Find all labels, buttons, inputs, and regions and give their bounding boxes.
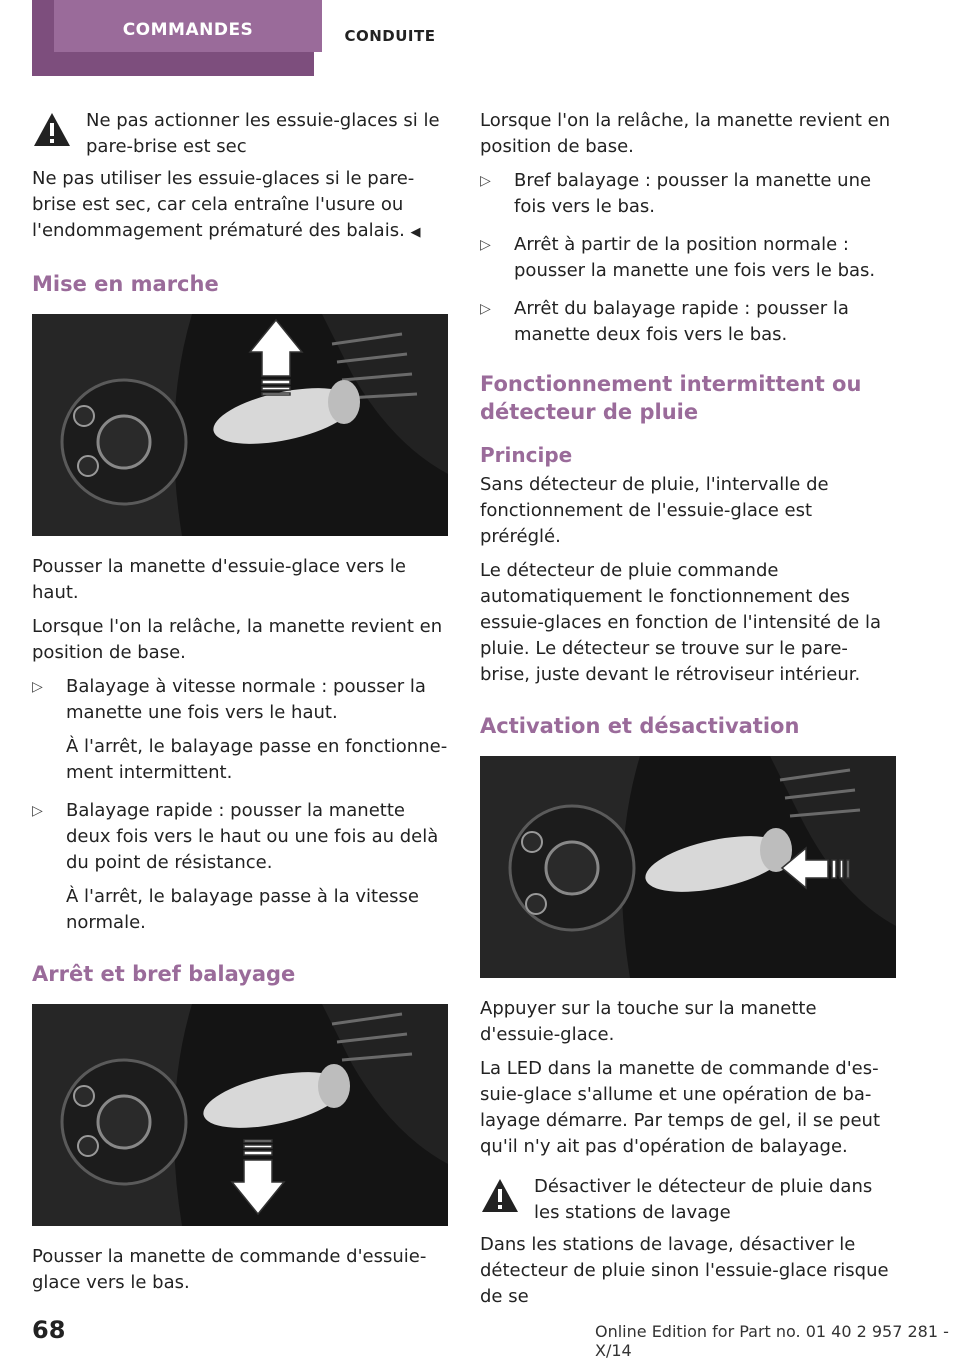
list-item-subtext: À l'arrêt, le balayage passe à la vitesse normale. [66, 886, 419, 933]
warning-block-2 [480, 1174, 896, 1226]
section-title-mise-en-marche: Mise en marche [32, 272, 219, 296]
warning-body-2: Dans les stations de lavage, désactiver le détecteur de pluie sinon l'essuie-glace risque de se [480, 1234, 889, 1307]
list-item-text: Arrêt du balayage rapide : pousser la manette deux fois vers le bas. [514, 298, 849, 345]
list-item-text: Balayage à vitesse normale : pousser la manette une fois vers le haut. [66, 676, 426, 723]
warning-title: Ne pas actionner les essuie-glaces si le pare-brise est sec [86, 110, 440, 157]
para-principe-1: Sans détecteur de pluie, l'intervalle de fonctionnement de l'essuie-glace est préréglé. [480, 474, 829, 547]
edition-footer: Online Edition for Part no. 01 40 2 957 281 - X/14 [595, 1322, 949, 1360]
para-push-down: Pousser la manette de commande d'essuie-glace vers le bas. [32, 1246, 427, 1293]
warning-body: Ne pas utiliser les essuie-glaces si le pare-brise est sec, car cela entraîne l'usure ou l'endommagement prématuré des balais. [32, 168, 415, 241]
right-column [480, 108, 896, 1318]
list-item-text: Balayage rapide : pousser la manette deux fois vers le haut ou une fois au delà du point de résistance. [66, 800, 439, 873]
warning-title-2: Désactiver le détecteur de pluie dans les stations de lavage [534, 1176, 873, 1223]
instruction-list [32, 674, 448, 936]
tab-commandes[interactable] [32, 0, 314, 76]
list-item-text: Bref balayage : pousser la manette une fois vers le bas. [514, 170, 872, 217]
list-item-text: Arrêt à partir de la position normale : pousser la manette une fois vers le bas. [514, 234, 876, 281]
stop-list [480, 168, 896, 348]
rain-sensor-button-photo [480, 756, 896, 978]
section-title-activation: Activation et désactivation [480, 714, 800, 738]
left-column [32, 108, 448, 1304]
triangle-bullet-icon: ▷ [480, 237, 491, 253]
tab-commandes-label: COMMANDES [122, 20, 254, 40]
wiper-stalk-down-photo [32, 1004, 448, 1226]
triangle-bullet-icon: ▷ [32, 679, 43, 695]
para-button: Appuyer sur la touche sur la manette d'essuie-glace. [480, 998, 817, 1045]
section-title-arret: Arrêt et bref balayage [32, 962, 296, 986]
subtitle-principe: Principe [480, 443, 573, 467]
warning-icon [32, 110, 72, 150]
triangle-bullet-icon: ▷ [480, 301, 491, 317]
page-number: 68 [32, 1316, 66, 1344]
list-item [32, 798, 448, 936]
para-release-right: Lorsque l'on la relâche, la manette revient en position de base. [480, 110, 891, 157]
para-principe-2: Le détecteur de pluie commande automatiquement le fonctionnement des essuie-glaces en fonction de l'intensité de la pluie. Le détecteur se trouve sur le pare-brise, juste devant le rétroviseur intérieur. [480, 560, 882, 685]
list-item [32, 674, 448, 786]
triangle-bullet-icon: ▷ [480, 173, 491, 189]
list-item [480, 232, 896, 284]
para-push-up: Pousser la manette d'essuie-glace vers le haut. [32, 556, 406, 603]
tab-conduite[interactable]: CONDUITE [344, 27, 436, 45]
end-mark-icon: ◀ [410, 225, 421, 240]
section-title-intermittent: Fonctionnement intermittent ou détecteur de pluie [480, 372, 862, 424]
warning-block [32, 108, 448, 160]
warning-icon [480, 1176, 520, 1216]
list-item-subtext: À l'arrêt, le balayage passe en fonctionnement intermittent. [66, 736, 448, 783]
list-item [480, 296, 896, 348]
wiper-stalk-up-photo [32, 314, 448, 536]
list-item [480, 168, 896, 220]
para-release: Lorsque l'on la relâche, la manette revient en position de base. [32, 616, 443, 663]
triangle-bullet-icon: ▷ [32, 803, 43, 819]
para-led: La LED dans la manette de commande d'essuie-glace s'allume et une opération de balayage démarre. Par temps de gel, il se peut qu'il n'y ait pas d'opération de balayage. [480, 1058, 881, 1157]
